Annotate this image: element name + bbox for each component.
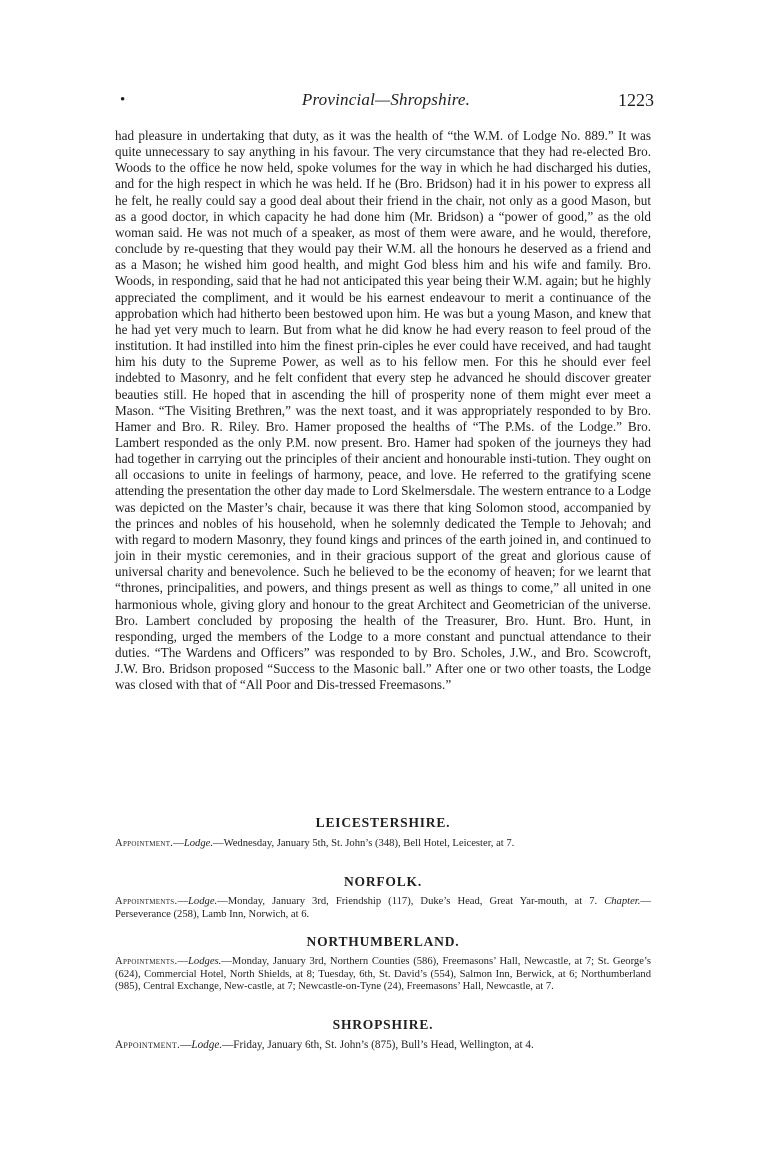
notice-northumberland: [115, 956, 651, 994]
notice-dash: —: [177, 896, 189, 907]
notice-type: Lodge.: [191, 1039, 223, 1051]
header-bullet: •: [120, 92, 126, 108]
notice-type: Lodges.: [188, 956, 222, 967]
notice-dash: —: [173, 838, 184, 849]
notice-label: Appointments.: [115, 956, 178, 967]
notice-shropshire: [115, 1039, 651, 1052]
notice-type-2: Chapter.: [604, 896, 641, 907]
section-heading-norfolk: NORFOLK.: [343, 874, 423, 889]
notice-label: Appointments.: [115, 896, 178, 907]
notice-norfolk: [115, 896, 651, 921]
running-header: [112, 90, 660, 114]
body-paragraph: had pleasure in undertaking that duty, as it was the health of “the W.M. of Lodge No. 889.” It was quite unnecessary to say anything in his favour. The very circumstance that they had re-elected Bro. Woods to the office he now held, spoke volumes for the way in which he had discharged his duties, and for the high respect in which he was held. If he (Bro. Bridson) had it in his power to express all he felt, he really could say a good deal about their friend in the chair, not only as a good Mason, but as a good doctor, in which capacity he had done him (Mr. Bridson) a “power of good,” as the old woman said. He was not much of a speaker, as most of them were aware, and he would, therefore, conclude by re-questing that they would pay their W.M. all the honours he deserved as a friend and as a Mason; he wished him good health, and might God bless him and his wife and family. Bro. Woods, in responding, said that he had not anticipated this year being their W.M. again; but he highly appreciated the compliment, and it would be his earnest endeavour to merit a continuance of the approbation which had hitherto been bestowed upon him. He was but a young Mason, and knew that he had yet very much to learn. But from what he did know he had every reason to feel proud of the institution. It had instilled into him the finest prin-ciples he ever could have received, and had taught him his duty to the Supreme Power, as well as to his fellow men. For this he should ever feel indebted to Masonry, and he felt confident that every step he advanced he should discover greater beauties still. He hoped that in ascending the hill of prosperity none of them might ever meet a Mason. “The Visiting Brethren,” was the next toast, and it was appropriately responded to by Bro. Hamer and Bro. R. Riley. Bro. Hamer proposed the healths of “The P.Ms. of the Lodge.” Bro. Lambert responded as the only P.M. now present. Bro. Hamer had spoken of the journeys they had had together in carrying out the principles of their ancient and honourable insti-tution. They ought on all occasions to unite in feelings of harmony, peace, and love. He referred to the gratifying scene attending the presentation the other day made to Lord Skelmersdale. The western entrance to a Lodge was depicted on the Master’s chair, because it was there that king Solomon stood, accompanied by the princes and nobles of his household, when he solemnly dedicated the Temple to Jehovah; and with regard to modern Masonry, they found kings and princes of the earth joined in, and continued to join in their mystic ceremonies, and in their gracious support of the great and glorious cause of universal charity and benevolence. Such he believed to be the economy of heaven; for we learnt that “thrones, principalities, and powers, and things present as well as things to come,” all united in one harmonious whole, giving glory and honour to the great Architect and Geometrician of the universe. Bro. Lambert concluded by proposing the health of the Treasurer, Bro. Hunt. Bro. Hunt, in responding, urged the members of the Lodge to a more constant and punctual attendance to their duties. “The Wardens and Officers” was responded to by Bro. Scholes, J.W., and Bro. Scowcroft, J.W. Bro. Bridson proposed “Success to the Masonic ball.” After one or two other toasts, the Lodge was closed with that of “All Poor and Dis-tressed Freemasons.”: [115, 128, 651, 693]
page-number: 1223: [618, 90, 654, 110]
notice-text: —Monday, January 3rd, Northern Counties (586), Freemasons’ Hall, Newcastle, at 7; St. George’s (624), Commercial Hotel, North Shields, at 8; Tuesday, 6th, St. David’s (554), Salmon Inn, Berwick, at 6; Northumberland (985), Central Exchange, New-castle, at 7; Newcastle-on-Tyne (24), Freemasons’ Hall, Newcastle, at 7.: [115, 956, 651, 993]
section-heading-northumberland: NORTHUMBERLAND.: [306, 934, 460, 949]
notice-text: —Monday, January 3rd, Friendship (117), Duke’s Head, Great Yar-mouth, at 7.: [217, 896, 598, 907]
notice-text: —Friday, January 6th, St. John’s (875), Bull’s Head, Wellington, at 4.: [222, 1039, 534, 1051]
notice-text-2: —Perseverance (258), Lamb Inn, Norwich, at 6.: [115, 896, 651, 920]
notice-label: Appointment.: [115, 1039, 181, 1051]
section-heading-shropshire: SHROPSHIRE.: [332, 1017, 434, 1032]
notice-leicestershire: [115, 838, 651, 851]
notice-type: Lodge.: [188, 896, 218, 907]
notice-type: Lodge.: [183, 838, 213, 849]
notice-dash: —: [177, 956, 189, 967]
section-heading-leicestershire: LEICESTERSHIRE.: [315, 815, 451, 830]
running-title: Provincial—Shropshire.: [301, 90, 471, 109]
notice-dash: —: [180, 1039, 192, 1051]
notice-text: —Wednesday, January 5th, St. John’s (348), Bell Hotel, Leicester, at 7.: [212, 838, 515, 849]
notice-label: Appointment.: [115, 838, 174, 849]
